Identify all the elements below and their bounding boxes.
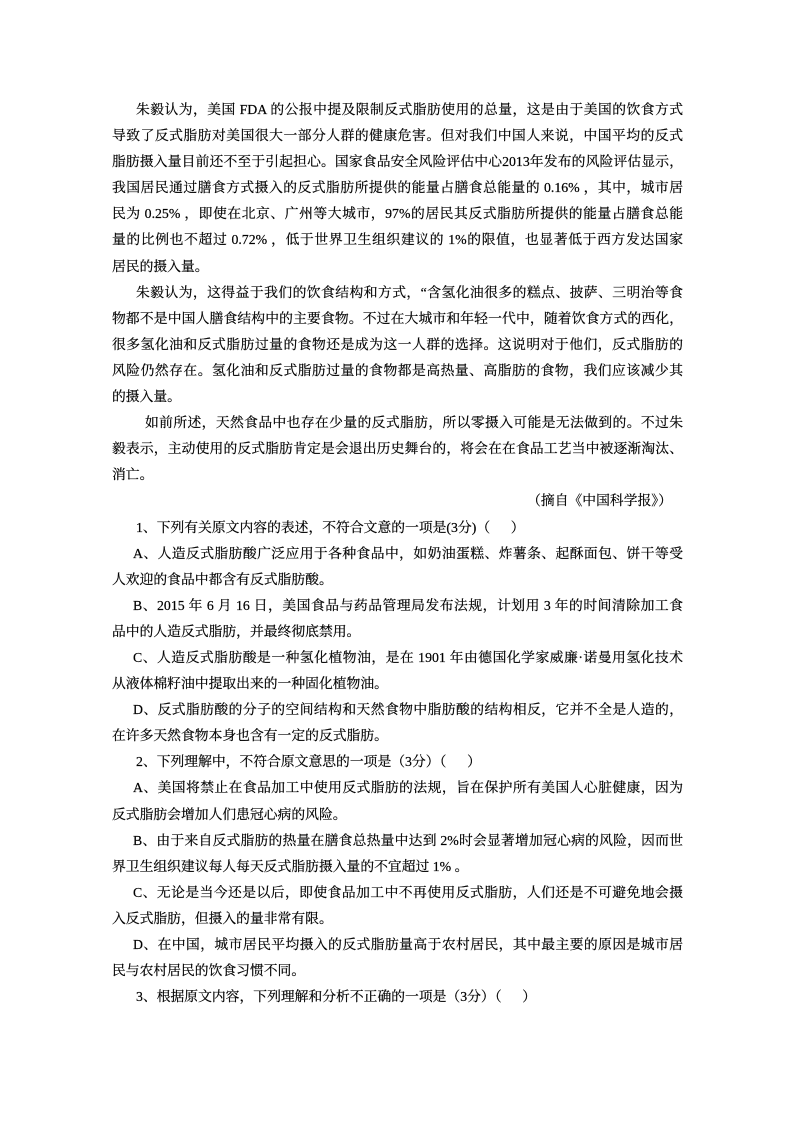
question-1 xyxy=(112,515,683,750)
article-paragraph-2 xyxy=(112,280,683,410)
paragraph-line: 的摄入量。 xyxy=(112,389,181,405)
option-line: 反式脂肪会增加人们患冠心病的风险。 xyxy=(112,806,347,822)
paragraph-line: 导致了反式脂肪对美国很大一部分人群的健康危害。但对我们中国人来说，中国平均的反式 xyxy=(112,128,683,144)
article-paragraph-1 xyxy=(112,97,683,280)
option-line: D、反式脂肪酸的分子的空间结构和天然食物中脂肪酸的结构相反，它并不全是人造的， xyxy=(133,702,683,718)
question-3 xyxy=(112,984,683,1010)
question-2 xyxy=(112,749,683,984)
option-a xyxy=(112,541,683,593)
option-line: C、无论是当今还是以后，即使食品加工中不再使用反式脂肪，人们还是不可避免地会摄 xyxy=(133,884,683,900)
article-paragraph-3 xyxy=(112,410,683,488)
question-stem: 2、下列理解中，不符合原文意思的一项是（3分）（ ） xyxy=(136,754,481,770)
paragraph-line: 我国居民通过膳食方式摄入的反式脂肪所提供的能量占膳食总能量的 0.16% ，其中，城市居 xyxy=(112,180,683,196)
option-a xyxy=(112,775,683,827)
option-line: 民与农村居民的饮食习惯不同。 xyxy=(112,963,306,979)
option-line: 人欢迎的食品中都含有反式脂肪酸。 xyxy=(112,571,333,587)
paragraph-line: 如前所述，天然食品中也存在少量的反式脂肪，所以零摄入可能是无法做到的。不过朱 xyxy=(145,415,683,431)
paragraph-line: 毅表示，主动使用的反式脂肪肯定是会退出历史舞台的，将会在在食品工艺当中被逐渐淘汰、 xyxy=(112,441,683,457)
paragraph-line: 消亡。 xyxy=(112,467,154,483)
paragraph-line: 量的比例也不超过 0.72% ，低于世界卫生组织建议的 1%的限值，也显著低于西方发达国家 xyxy=(112,232,683,248)
paragraph-line: 脂肪摄入量目前还不至于引起担心。国家食品安全风险评估中心2013年发布的风险评估显示， xyxy=(112,154,683,170)
paragraph-line: 风险仍然存在。氢化油和反式脂肪过量的食物都是高热量、高脂肪的食物，我们应该减少其 xyxy=(112,362,683,378)
question-stem: 1、下列有关原文内容的表述，不符合文意的一项是(3分)（ ） xyxy=(136,519,525,535)
option-c xyxy=(112,645,683,697)
paragraph-line: 朱毅认为，美国 FDA 的公报中提及限制反式脂肪使用的总量，这是由于美国的饮食方式 xyxy=(136,102,683,117)
option-line: 界卫生组织建议每人每天反式脂肪摄入量的不宜超过 1% 。 xyxy=(112,858,469,874)
paragraph-line: 居民的摄入量。 xyxy=(112,258,209,274)
option-line: A、人造反式脂肪酸广泛应用于各种食品中，如奶油蛋糕、炸薯条、起酥面包、饼干等受 xyxy=(133,545,683,561)
option-line: C、人造反式脂肪酸是一种氢化植物油，是在 1901 年由德国化学家威廉·诺曼用氢化技术 xyxy=(133,649,683,665)
option-b xyxy=(112,828,683,880)
question-stem: 3、根据原文内容，下列理解和分析不正确的一项是（3分）（ ） xyxy=(136,989,537,1005)
exam-page xyxy=(112,97,683,1010)
paragraph-line: 物都不是中国人膳食结构中的主要食物。不过在大城市和年轻一代中，随着饮食方式的西化， xyxy=(112,310,683,326)
option-d xyxy=(112,697,683,749)
option-line: B、2015 年 6 月 16 日，美国食品与药品管理局发布法规，计划用 3 年的时间清除加工食 xyxy=(133,597,683,613)
paragraph-line: 朱毅认为，这得益于我们的饮食结构和方式，“含氢化油很多的糕点、披萨、三明治等食 xyxy=(136,284,683,300)
article-source: （摘自《中国科学报》） xyxy=(527,493,672,509)
option-b xyxy=(112,593,683,645)
option-line: D、在中国，城市居民平均摄入的反式脂肪量高于农村居民，其中最主要的原因是城市居 xyxy=(133,937,683,952)
option-d xyxy=(112,932,683,984)
paragraph-line: 很多氢化油和反式脂肪过量的食物还是成为这一人群的选择。这说明对于他们，反式脂肪的 xyxy=(112,336,683,352)
paragraph-line: 民为 0.25% ，即使在北京、广州等大城市，97%的居民其反式脂肪所提供的能量占膳食总能 xyxy=(112,206,683,222)
option-line: 从液体棉籽油中提取出来的一种固化植物油。 xyxy=(112,676,388,692)
option-line: A、美国将禁止在食品加工中使用反式脂肪的法规，旨在保护所有美国人心脏健康，因为 xyxy=(133,780,683,796)
option-c xyxy=(112,880,683,932)
option-line: B、由于来自反式脂肪的热量在膳食总热量中达到 2%时会显著增加冠心病的风险，因而世 xyxy=(133,832,683,848)
option-line: 在许多天然食物本身也含有一定的反式脂肪。 xyxy=(112,728,388,744)
option-line: 品中的人造反式脂肪，并最终彻底禁用。 xyxy=(112,623,361,639)
option-line: 入反式脂肪，但摄入的量非常有限。 xyxy=(112,910,333,926)
